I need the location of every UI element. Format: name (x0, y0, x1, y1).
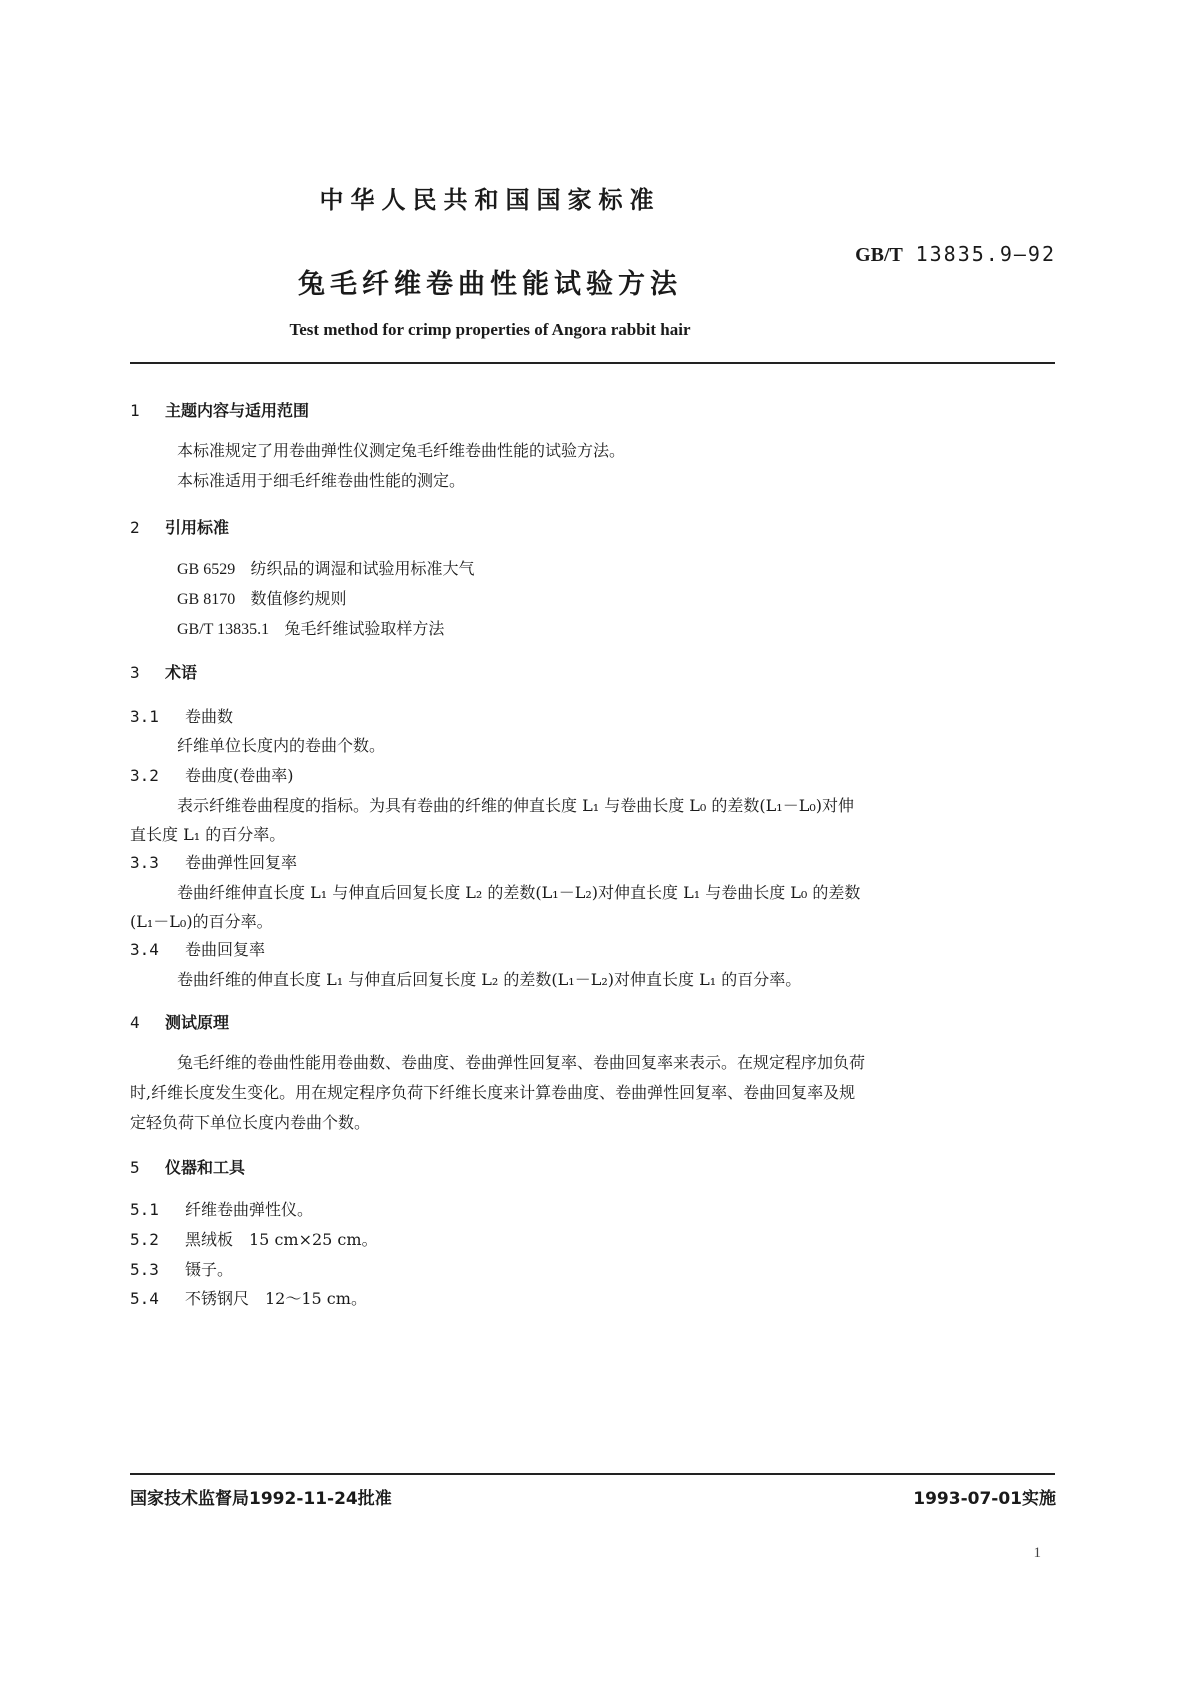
term-3-3-heading (130, 850, 297, 873)
equipment-item (130, 1227, 378, 1250)
term-3-4-definition: 卷曲纤维的伸直长度 L₁ 与伸直后回复长度 L₂ 的差数(L₁－L₂)对伸直长度 L₁ 的百分率。 (177, 970, 802, 989)
section-number: 3 (130, 663, 140, 682)
section-4-paragraph-line-1: 兔毛纤维的卷曲性能用卷曲数、卷曲度、卷曲弹性回复率、卷曲回复率来表示。在规定程序加负荷 (177, 1053, 866, 1072)
section-title: 引用标准 (165, 518, 230, 537)
section-number: 1 (130, 401, 140, 420)
equipment-number: 5.1 (130, 1200, 159, 1219)
term-3-3-definition-line-2: (L₁－L₀)的百分率。 (130, 912, 273, 931)
reference-item (177, 586, 347, 609)
section-number: 5 (130, 1158, 140, 1177)
reference-code: GB/T 13835.1 (177, 621, 270, 638)
section-number: 2 (130, 518, 140, 537)
section-1-paragraph-2: 本标准适用于细毛纤维卷曲性能的测定。 (177, 471, 466, 490)
section-title: 术语 (165, 663, 198, 682)
equipment-text: 不锈钢尺 12～15 cm。 (185, 1289, 367, 1308)
equipment-text: 镊子。 (185, 1260, 234, 1279)
equipment-number: 5.4 (130, 1289, 159, 1308)
term-title: 卷曲度(卷曲率) (185, 766, 294, 785)
section-1-paragraph-1: 本标准规定了用卷曲弹性仪测定兔毛纤维卷曲性能的试验方法。 (177, 441, 626, 460)
footer-divider (130, 1473, 1055, 1475)
document-title-en: Test method for crimp properties of Angora rabbit hair (289, 320, 691, 339)
section-1-heading (130, 398, 309, 421)
page-number: 1 (1033, 1545, 1041, 1561)
equipment-item (130, 1286, 367, 1309)
approval-date: 国家技术监督局1992-11-24批准 (130, 1489, 392, 1509)
term-title: 卷曲弹性回复率 (185, 853, 298, 872)
equipment-item (130, 1197, 313, 1220)
section-number: 4 (130, 1013, 140, 1032)
equipment-text: 纤维卷曲弹性仪。 (185, 1200, 314, 1219)
section-3-heading (130, 660, 197, 683)
section-title: 测试原理 (165, 1013, 230, 1032)
reference-name: 数值修约规则 (250, 589, 347, 608)
standard-code-number: 13835.9—92 (915, 242, 1056, 266)
equipment-number: 5.2 (130, 1230, 159, 1249)
reference-code: GB 6529 (177, 561, 236, 578)
section-4-heading (130, 1010, 229, 1033)
reference-item (177, 556, 475, 579)
document-title-cn: 兔毛纤维卷曲性能试验方法 (298, 269, 682, 300)
section-title: 主题内容与适用范围 (165, 401, 310, 420)
equipment-item (130, 1257, 233, 1280)
section-2-heading (130, 515, 229, 538)
term-number: 3.2 (130, 766, 159, 785)
effective-date: 1993-07-01实施 (913, 1489, 1056, 1509)
reference-name: 兔毛纤维试验取样方法 (284, 619, 445, 638)
equipment-number: 5.3 (130, 1260, 159, 1279)
term-title: 卷曲数 (185, 707, 234, 726)
term-3-3-definition-line-1: 卷曲纤维伸直长度 L₁ 与伸直后回复长度 L₂ 的差数(L₁－L₂)对伸直长度 L₁ 与卷曲长度 L₀ 的差数 (177, 883, 861, 902)
reference-code: GB 8170 (177, 591, 236, 608)
section-4-paragraph-line-3: 定轻负荷下单位长度内卷曲个数。 (130, 1113, 371, 1132)
term-3-2-definition-line-1: 表示纤维卷曲程度的指标。为具有卷曲的纤维的伸直长度 L₁ 与卷曲长度 L₀ 的差数(L₁－L₀)对伸 (177, 796, 854, 815)
term-3-4-heading (130, 937, 265, 960)
term-3-2-heading (130, 763, 294, 786)
section-title: 仪器和工具 (165, 1158, 246, 1177)
standard-code-prefix: GB/T (855, 244, 903, 266)
equipment-text: 黑绒板 15 cm×25 cm。 (185, 1230, 378, 1249)
reference-name: 纺织品的调湿和试验用标准大气 (250, 559, 475, 578)
national-standard-heading: 中华人民共和国国家标准 (319, 186, 661, 214)
section-4-paragraph-line-2: 时,纤维长度发生变化。用在规定程序负荷下纤维长度来计算卷曲度、卷曲弹性回复率、卷曲回复率及规 (130, 1083, 856, 1102)
header-divider (130, 362, 1055, 364)
section-5-heading (130, 1155, 245, 1178)
term-number: 3.4 (130, 940, 159, 959)
term-3-1-heading (130, 704, 233, 727)
term-title: 卷曲回复率 (185, 940, 266, 959)
term-3-1-definition: 纤维单位长度内的卷曲个数。 (177, 736, 386, 755)
reference-item (177, 616, 444, 639)
term-number: 3.1 (130, 707, 159, 726)
term-number: 3.3 (130, 853, 159, 872)
term-3-2-definition-line-2: 直长度 L₁ 的百分率。 (130, 825, 286, 844)
